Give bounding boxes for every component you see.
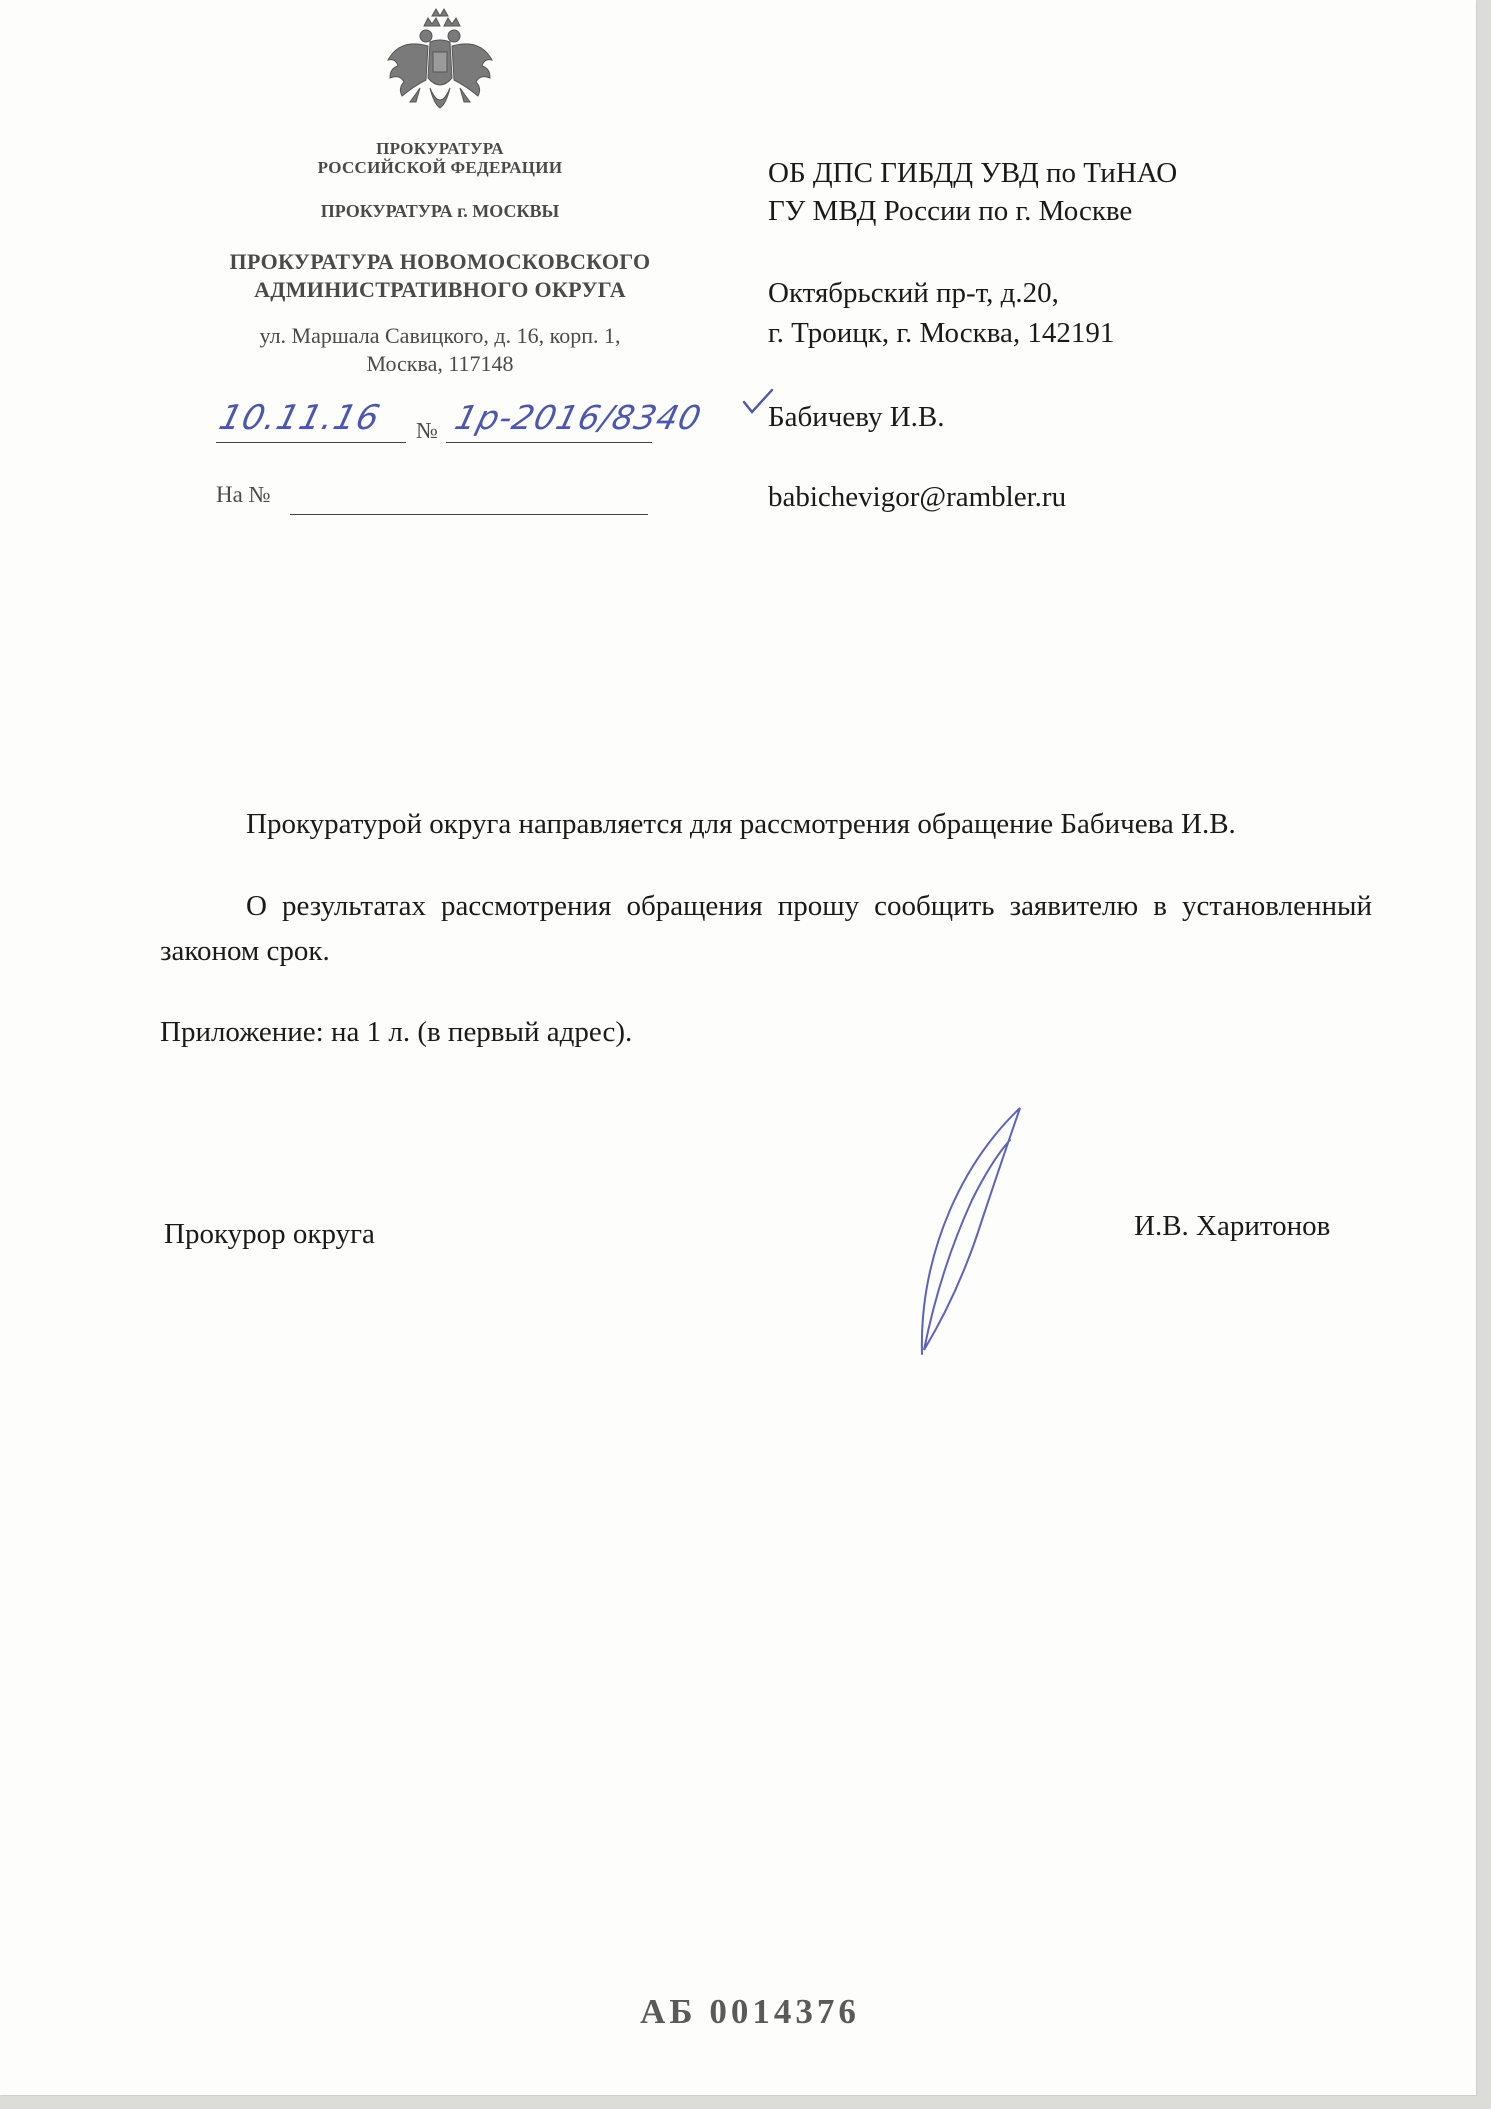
in-reply-line [290,514,648,515]
number-sign: № [416,418,438,443]
form-serial-number: АБ 0014376 [640,1992,860,2031]
addressee-city: г. Троицк, г. Москва, 142191 [768,317,1115,349]
letterhead-line-prosecutor: ПРОКУРАТУРА [376,139,504,158]
attachment-note: Приложение: на 1 л. (в первый адрес). [160,1016,633,1048]
handwritten-date: 10.11.16 [215,398,385,438]
addressee-name: Бабичеву И.В. [768,401,945,433]
signatory-name: И.В. Харитонов [1134,1210,1331,1242]
handwritten-number: 1р-2016/8340 [451,398,706,437]
body-paragraph-2: О результатах рассмотрения обращения прошу сообщить заявителю в установленный законом срок. [160,890,1372,967]
letterhead-line-moscow: ПРОКУРАТУРА г. МОСКВЫ [320,201,560,221]
letterhead-line-district: ПРОКУРАТУРА НОВОМОСКОВСКОГО [229,249,651,274]
emblem-icon [380,8,500,126]
letterhead-line-district-2: АДМИНИСТРАТИВНОГО ОКРУГА [254,277,626,302]
in-reply-label: На № [216,482,271,507]
addressee-street: Октябрьский пр-т, д.20, [768,277,1059,309]
signatory-position: Прокурор округа [164,1218,375,1250]
letterhead-address-street: ул. Маршала Савицкого, д. 16, корп. 1, [259,323,621,348]
handwritten-signature [910,1100,1030,1360]
body-paragraph-1: Прокуратурой округа направляется для рассмотрения обращение Бабичева И.В. [246,808,1236,840]
date-line [216,442,406,443]
addressee-email: babichevigor@rambler.ru [768,481,1067,513]
addressee-org-2: ГУ МВД России по г. Москве [768,195,1133,227]
letterhead-address-city: Москва, 117148 [366,351,514,376]
addressee-org-1: ОБ ДПС ГИБДД УВД по ТиНАО [768,157,1178,189]
number-line [446,442,652,443]
letterhead-line-rf: РОССИЙСКОЙ ФЕДЕРАЦИИ [317,158,563,177]
